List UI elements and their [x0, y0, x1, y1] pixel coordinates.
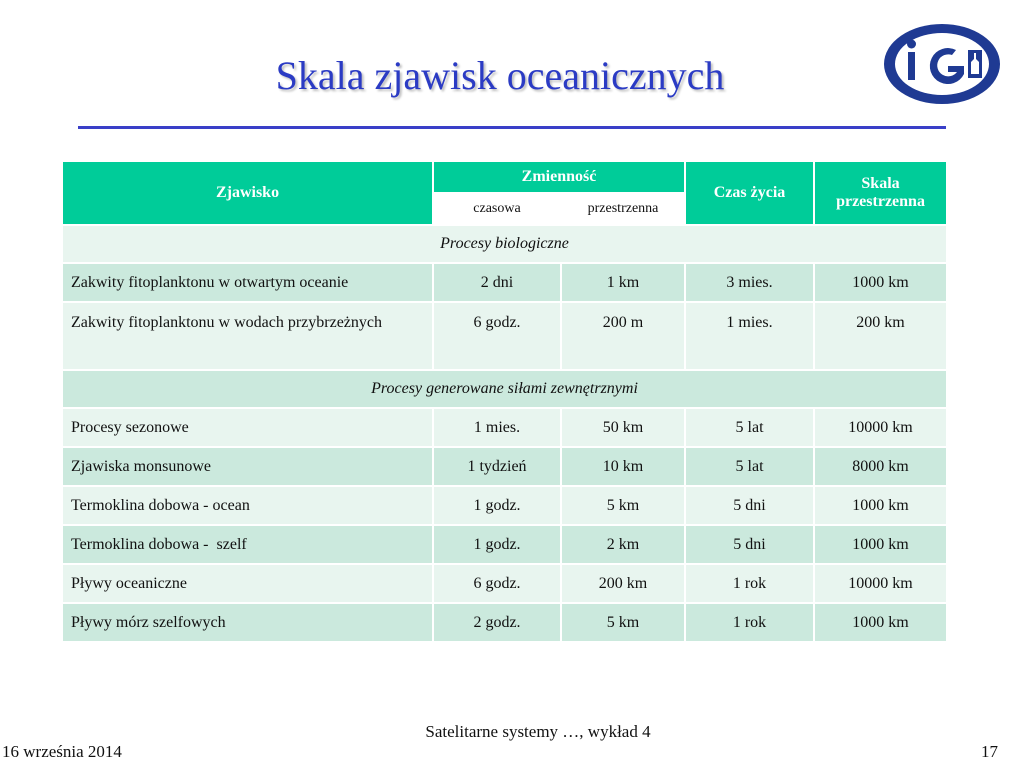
row-temporal: 1 tydzień — [433, 447, 561, 486]
header-spatial-scale: Skala przestrzenna — [814, 161, 947, 225]
row-spatial: 200 km — [561, 564, 685, 603]
university-logo-icon — [882, 22, 1002, 106]
row-phenomenon: Zakwity fitoplanktonu w wodach przybrzeżnych — [62, 302, 433, 370]
row-phenomenon: Zjawiska monsunowe — [62, 447, 433, 486]
header-variability: Zmienność — [433, 161, 685, 193]
row-phenomenon: Zakwity fitoplanktonu w otwartym oceanie — [62, 263, 433, 302]
row-temporal: 2 godz. — [433, 603, 561, 642]
table-row — [62, 263, 947, 302]
table-row — [62, 302, 947, 370]
slide-title: Skala zjawisk oceanicznych — [275, 53, 725, 98]
row-scale: 1000 km — [814, 263, 947, 302]
table-row — [62, 447, 947, 486]
row-scale: 8000 km — [814, 447, 947, 486]
header-temporal: czasowa — [433, 193, 561, 225]
section-biological: Procesy biologiczne — [62, 225, 947, 263]
row-lifetime: 5 lat — [685, 447, 814, 486]
table-row — [62, 408, 947, 447]
section-external-forces: Procesy generowane siłami zewnętrznymi — [62, 370, 947, 408]
row-spatial: 1 km — [561, 263, 685, 302]
row-phenomenon: Procesy sezonowe — [62, 408, 433, 447]
row-scale: 1000 km — [814, 486, 947, 525]
table-row — [62, 525, 947, 564]
row-lifetime: 5 dni — [685, 525, 814, 564]
row-lifetime: 1 mies. — [685, 302, 814, 370]
title-underline — [78, 126, 946, 129]
row-phenomenon: Termoklina dobowa - ocean — [62, 486, 433, 525]
row-lifetime: 5 lat — [685, 408, 814, 447]
phenomena-table — [61, 160, 948, 643]
row-scale: 10000 km — [814, 408, 947, 447]
page-number: 17 — [981, 742, 998, 761]
table-row — [62, 486, 947, 525]
row-lifetime: 1 rok — [685, 564, 814, 603]
row-lifetime: 3 mies. — [685, 263, 814, 302]
row-temporal: 2 dni — [433, 263, 561, 302]
row-temporal: 6 godz. — [433, 302, 561, 370]
row-spatial: 5 km — [561, 603, 685, 642]
row-spatial: 2 km — [561, 525, 685, 564]
footer-date: 16 września 2014 — [2, 742, 122, 761]
row-spatial: 5 km — [561, 486, 685, 525]
row-scale: 10000 km — [814, 564, 947, 603]
row-phenomenon: Termoklina dobowa - szelf — [62, 525, 433, 564]
row-spatial: 10 km — [561, 447, 685, 486]
row-lifetime: 5 dni — [685, 486, 814, 525]
header-spatial: przestrzenna — [561, 193, 685, 225]
table-row — [62, 603, 947, 642]
header-phenomenon: Zjawisko — [62, 161, 433, 225]
row-scale: 1000 km — [814, 525, 947, 564]
footer-lecture: Satelitarne systemy …, wykład 4 — [425, 722, 651, 741]
row-spatial: 50 km — [561, 408, 685, 447]
row-scale: 200 km — [814, 302, 947, 370]
row-spatial: 200 m — [561, 302, 685, 370]
row-lifetime: 1 rok — [685, 603, 814, 642]
table-row — [62, 564, 947, 603]
row-phenomenon: Pływy oceaniczne — [62, 564, 433, 603]
row-temporal: 1 godz. — [433, 525, 561, 564]
row-temporal: 6 godz. — [433, 564, 561, 603]
row-phenomenon: Pływy mórz szelfowych — [62, 603, 433, 642]
row-temporal: 1 godz. — [433, 486, 561, 525]
row-scale: 1000 km — [814, 603, 947, 642]
row-temporal: 1 mies. — [433, 408, 561, 447]
header-lifetime: Czas życia — [685, 161, 814, 225]
